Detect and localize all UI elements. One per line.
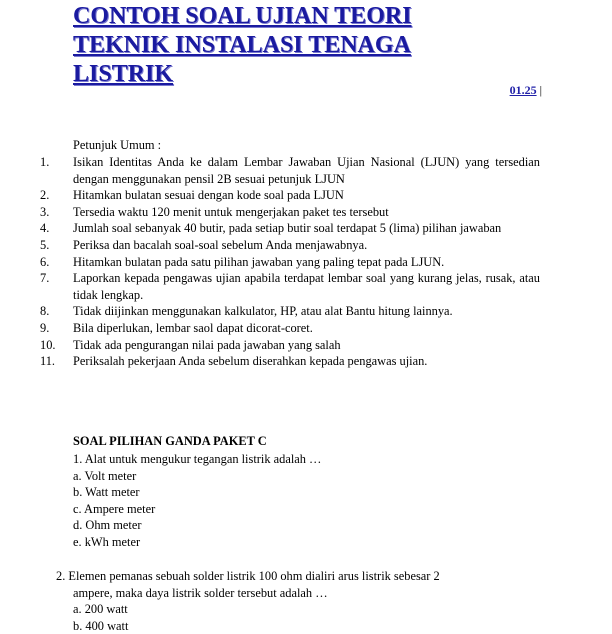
instruction-number: 1. — [40, 155, 50, 169]
question-2-line-2: ampere, maka daya listrik solder tersebut adalah … — [73, 585, 328, 600]
instructions-heading: Petunjuk Umum : — [73, 138, 162, 152]
instruction-number: 6. — [40, 254, 50, 269]
instruction-text: Hitamkan bulatan sesuai dengan kode soal pada LJUN — [73, 188, 344, 203]
question-1-text: 1. Alat untuk mengukur tegangan listrik adalah … — [73, 452, 322, 466]
instruction-number: 3. — [40, 204, 50, 219]
instruction-number: 4. — [40, 221, 50, 236]
instruction-item — [40, 220, 540, 237]
instruction-text: Hitamkan bulatan pada satu pilihan jawaban yang paling tepat pada LJUN. — [73, 254, 445, 269]
section-title: SOAL PILIHAN GANDA PAKET C — [73, 434, 267, 448]
post-time — [510, 83, 542, 98]
instruction-text: Periksa dan bacalah soal-soal sebelum Anda menjawabnya. — [73, 237, 368, 252]
instruction-text: Isikan Identitas Anda ke dalam Lembar Jawaban Ujian Nasional (LJUN) yang tersedian dengan menggunakan pensil 2B sesuai petunjuk LJUN — [73, 155, 540, 186]
instruction-item — [40, 353, 540, 370]
instruction-text: Bila diperlukan, lembar saol dapat dicorat-coret. — [73, 320, 313, 335]
instruction-number: 10. — [40, 337, 56, 352]
instruction-item — [40, 204, 540, 221]
instruction-item — [40, 254, 540, 271]
instruction-item — [40, 270, 540, 303]
instruction-text: Jumlah soal sebanyak 40 butir, pada setiap butir soal terdapat 5 (lima) pilihan jawaban — [73, 221, 502, 236]
instruction-item — [40, 303, 540, 320]
instruction-text: Tidak diijinkan menggunakan kalkulator, HP, atau alat Bantu hitung lainnya. — [73, 304, 453, 319]
time-link[interactable]: 01.25 — [509, 83, 537, 97]
instruction-number: 5. — [40, 237, 50, 252]
instruction-number: 2. — [40, 188, 50, 203]
question-2 — [56, 568, 516, 634]
instruction-item — [40, 237, 540, 254]
question-1-option-c: c. Ampere meter — [73, 501, 156, 516]
instruction-number: 11. — [40, 354, 56, 369]
instruction-item — [40, 154, 540, 187]
question-1 — [73, 451, 321, 551]
instruction-text: Laporkan kepada pengawas ujian apabila terdapat lembar soal yang kurang jelas, rusak, atau tidak lengkap. — [73, 271, 540, 302]
question-1-option-e: e. kWh meter — [73, 534, 141, 549]
time-separator: | — [539, 83, 542, 97]
instruction-number: 9. — [40, 320, 50, 335]
question-2-option-a: a. 200 watt — [73, 602, 128, 617]
title-line-2[interactable]: TEKNIK INSTALASI TENAGA — [73, 32, 411, 58]
instruction-number: 8. — [40, 304, 50, 319]
question-1-option-a: a. Volt meter — [73, 468, 137, 483]
question-1-option-b: b. Watt meter — [73, 485, 140, 500]
instruction-text: Tidak ada pengurangan nilai pada jawaban yang salah — [73, 337, 341, 352]
instruction-text: Periksalah pekerjaan Anda sebelum diserahkan kepada pengawas ujian. — [73, 354, 428, 369]
question-1-option-d: d. Ohm meter — [73, 518, 142, 533]
instruction-number: 7. — [40, 271, 50, 286]
instructions-list — [40, 154, 540, 370]
question-2-option-b: b. 400 watt — [73, 618, 129, 633]
title-line-3[interactable]: LISTRIK — [73, 61, 174, 87]
document-title[interactable] — [73, 2, 493, 89]
instruction-item — [40, 187, 540, 204]
title-line-1[interactable]: CONTOH SOAL UJIAN TEORI — [73, 3, 412, 29]
question-2-line-1: 2. Elemen pemanas sebuah solder listrik 100 ohm dialiri arus listrik sebesar 2 — [56, 569, 440, 583]
instruction-text: Tersedia waktu 120 menit untuk mengerjakan paket tes tersebut — [73, 204, 389, 219]
instruction-item — [40, 320, 540, 337]
instruction-item — [40, 337, 540, 354]
